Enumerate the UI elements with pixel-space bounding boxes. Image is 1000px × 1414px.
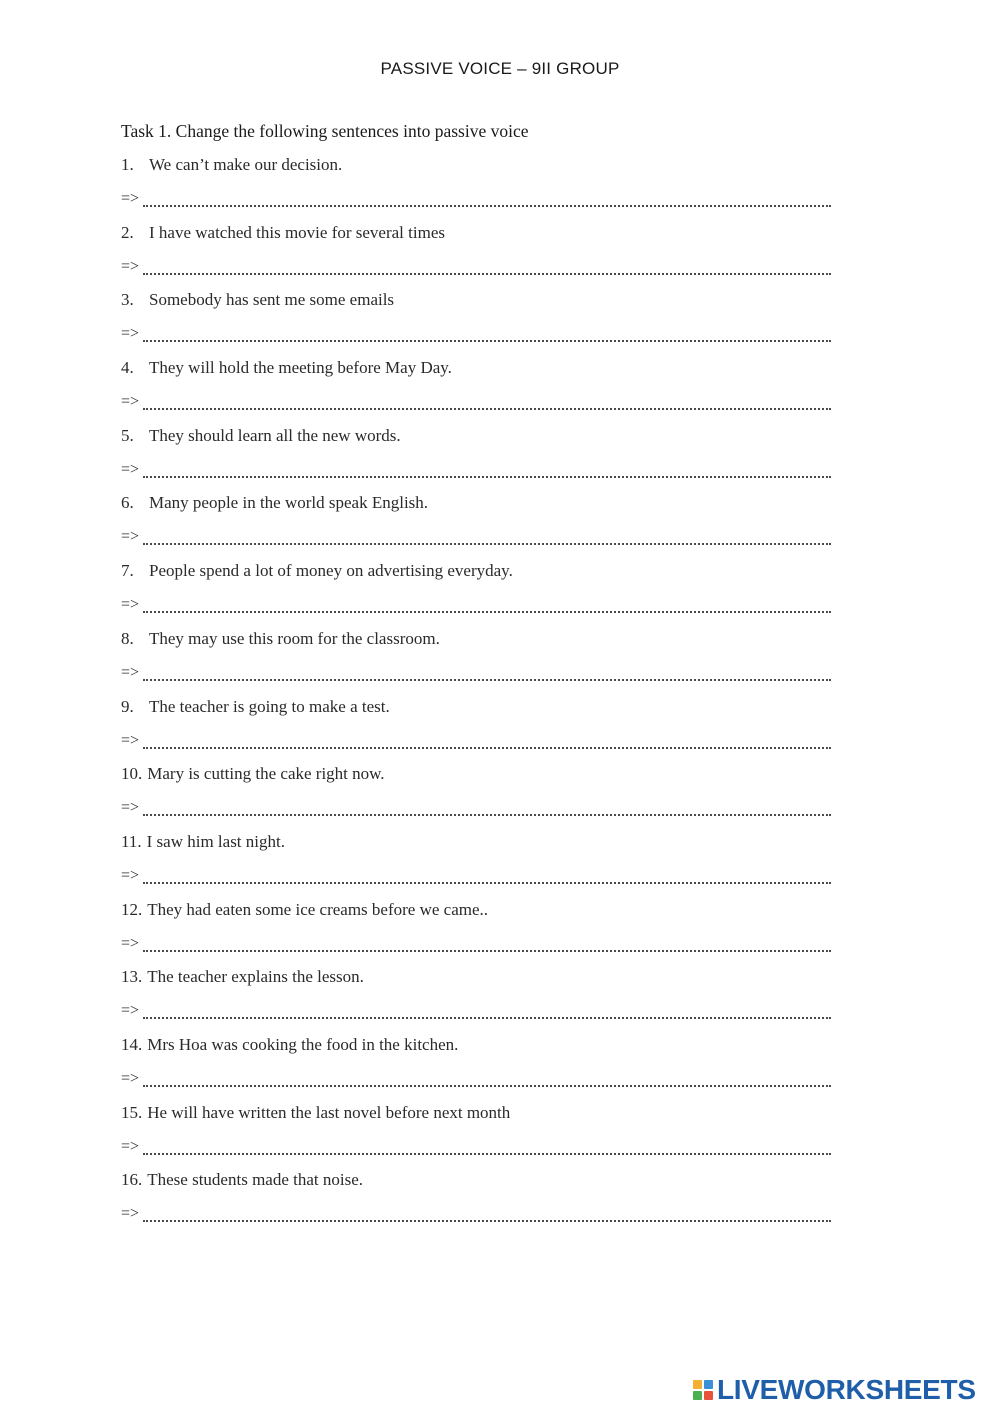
answer-line[interactable] — [121, 1070, 831, 1092]
question-item — [121, 561, 831, 629]
question-sentence: Mrs Hoa was cooking the food in the kitchen. — [147, 1034, 459, 1054]
answer-line[interactable] — [121, 732, 831, 754]
answer-line[interactable] — [121, 867, 831, 889]
answer-prefix: => — [121, 460, 140, 478]
question-item — [121, 223, 831, 291]
answer-blank[interactable] — [143, 814, 831, 816]
answer-blank[interactable] — [143, 1153, 831, 1155]
answer-blank[interactable] — [143, 882, 831, 884]
answer-prefix: => — [121, 190, 140, 207]
answer-blank[interactable] — [143, 611, 831, 613]
question-number: 1. — [121, 155, 134, 174]
question-sentence: People spend a lot of money on advertising everyday. — [149, 561, 513, 581]
answer-line[interactable] — [121, 190, 831, 212]
answer-line[interactable] — [121, 1138, 831, 1160]
answer-line[interactable] — [121, 393, 831, 415]
question-text — [121, 697, 390, 717]
logo-mark-tile — [693, 1380, 702, 1389]
answer-prefix: => — [121, 1002, 140, 1020]
answer-blank[interactable] — [143, 273, 831, 275]
question-text — [121, 223, 445, 243]
question-number: 3. — [121, 290, 134, 310]
logo-mark-tile — [704, 1391, 713, 1400]
question-item — [121, 764, 831, 832]
question-number: 9. — [121, 696, 134, 716]
question-text — [121, 290, 394, 310]
question-sentence: They had eaten some ice creams before we came.. — [147, 899, 489, 919]
question-number: 5. — [121, 425, 134, 445]
question-text — [121, 900, 488, 920]
answer-line[interactable] — [121, 1205, 831, 1227]
question-number: 6. — [121, 493, 134, 513]
question-text — [121, 426, 401, 446]
question-item — [121, 1035, 831, 1103]
question-text — [121, 493, 428, 513]
question-item — [121, 900, 831, 968]
question-text — [121, 629, 440, 649]
question-sentence: He will have written the last novel before next month — [147, 1102, 511, 1122]
question-list — [121, 155, 831, 1238]
answer-line[interactable] — [121, 1002, 831, 1024]
answer-line[interactable] — [121, 664, 831, 686]
answer-blank[interactable] — [143, 1085, 831, 1087]
question-number: 13. — [121, 967, 143, 987]
answer-line[interactable] — [121, 258, 831, 280]
question-text — [121, 967, 364, 987]
question-item — [121, 426, 831, 494]
question-text — [121, 561, 513, 581]
answer-prefix: => — [121, 393, 140, 411]
answer-prefix: => — [121, 325, 140, 343]
question-sentence: I saw him last night. — [146, 831, 285, 851]
answer-blank[interactable] — [143, 747, 831, 749]
question-sentence: We can’t make our decision. — [149, 155, 343, 174]
question-text — [121, 832, 285, 852]
answer-prefix: => — [121, 1205, 140, 1223]
question-sentence: These students made that noise. — [147, 1170, 364, 1190]
answer-prefix: => — [121, 528, 140, 546]
answer-blank[interactable] — [143, 408, 831, 410]
question-item — [121, 493, 831, 561]
question-number: 14. — [121, 1034, 143, 1054]
question-number: 10. — [121, 764, 143, 784]
question-number: 16. — [121, 1170, 143, 1190]
liveworksheets-logo-icon — [693, 1380, 713, 1400]
question-sentence: I have watched this movie for several times — [149, 222, 445, 242]
answer-prefix: => — [121, 663, 140, 681]
answer-prefix: => — [121, 731, 140, 749]
answer-prefix: => — [121, 596, 140, 614]
answer-prefix: => — [121, 1137, 140, 1155]
answer-prefix: => — [121, 257, 140, 275]
answer-blank[interactable] — [143, 1017, 831, 1019]
question-item — [121, 358, 831, 426]
answer-line[interactable] — [121, 325, 831, 347]
answer-line[interactable] — [121, 596, 831, 618]
answer-line[interactable] — [121, 935, 831, 957]
question-number: 4. — [121, 358, 134, 378]
question-sentence: Mary is cutting the cake right now. — [147, 764, 385, 784]
answer-blank[interactable] — [143, 1220, 831, 1222]
question-sentence: The teacher is going to make a test. — [149, 696, 390, 716]
answer-blank[interactable] — [143, 679, 831, 681]
question-sentence: The teacher explains the lesson. — [147, 967, 364, 987]
question-sentence: They will hold the meeting before May Day. — [149, 358, 452, 378]
page-title: PASSIVE VOICE – 9II GROUP — [380, 59, 620, 78]
logo-mark-tile — [704, 1380, 713, 1389]
question-item — [121, 697, 831, 765]
question-number: 12. — [121, 899, 143, 919]
question-number: 7. — [121, 561, 134, 581]
question-sentence: They should learn all the new words. — [149, 425, 401, 445]
question-number: 8. — [121, 628, 134, 648]
answer-prefix: => — [121, 799, 140, 817]
question-item — [121, 1103, 831, 1171]
question-text — [121, 1035, 458, 1055]
question-number: 15. — [121, 1102, 143, 1122]
question-text — [121, 358, 452, 378]
question-text — [121, 764, 385, 784]
question-item — [121, 1170, 831, 1238]
answer-blank[interactable] — [143, 476, 831, 478]
question-number: 11. — [121, 831, 142, 851]
answer-prefix: => — [121, 1069, 140, 1087]
question-sentence: Many people in the world speak English. — [149, 493, 429, 513]
answer-prefix: => — [121, 934, 140, 952]
question-item — [121, 832, 831, 900]
question-item — [121, 290, 831, 358]
question-text — [121, 155, 342, 175]
question-item — [121, 155, 831, 223]
question-item — [121, 629, 831, 697]
question-item — [121, 967, 831, 1035]
logo-text: LIVEWORKSHEETS — [717, 1374, 976, 1405]
answer-blank[interactable] — [143, 205, 831, 207]
question-sentence: They may use this room for the classroom. — [149, 628, 440, 648]
task-title: Task 1. Change the following sentences into passive voice — [121, 121, 529, 141]
question-text — [121, 1103, 510, 1123]
answer-blank[interactable] — [143, 543, 831, 545]
answer-line[interactable] — [121, 461, 831, 483]
question-sentence: Somebody has sent me some emails — [149, 290, 395, 310]
answer-line[interactable] — [121, 528, 831, 550]
logo-mark-tile — [693, 1391, 702, 1400]
answer-line[interactable] — [121, 799, 831, 821]
answer-blank[interactable] — [143, 950, 831, 952]
answer-prefix: => — [121, 866, 140, 884]
liveworksheets-logo — [693, 1374, 976, 1406]
answer-blank[interactable] — [143, 340, 831, 342]
question-text — [121, 1170, 363, 1190]
question-number: 2. — [121, 222, 134, 242]
